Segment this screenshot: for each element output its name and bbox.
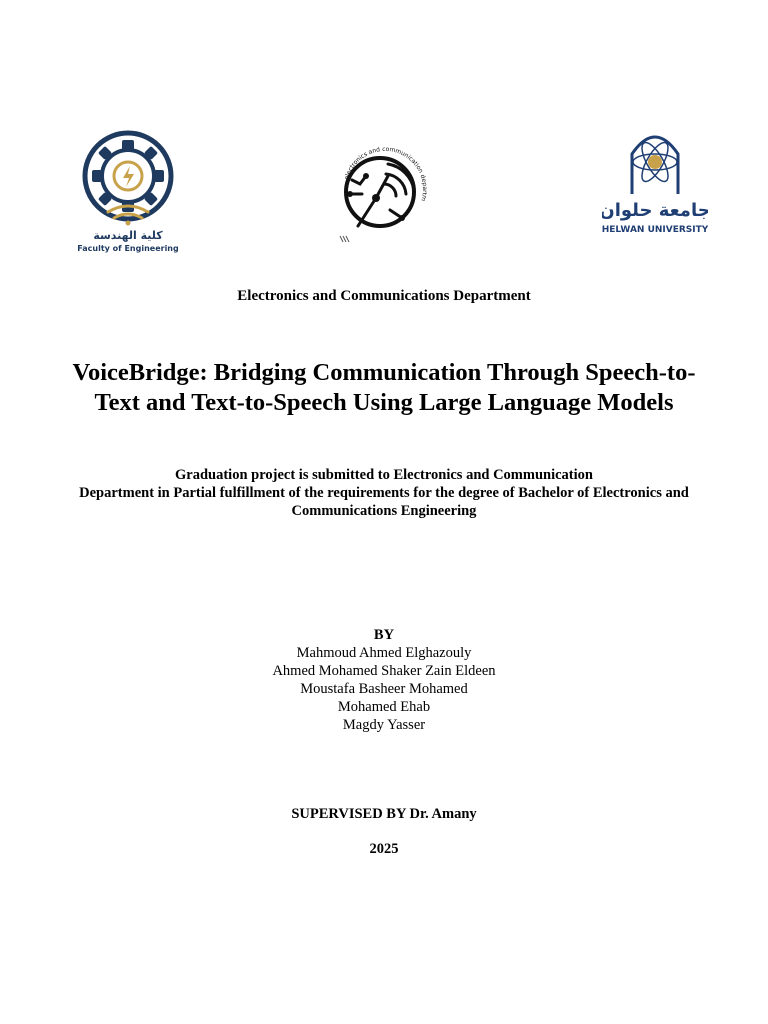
department-logo (330, 140, 436, 246)
submission-statement (50, 466, 718, 520)
university-logo-english-text: HELWAN UNIVERSITY (602, 225, 708, 235)
year: 2025 (369, 841, 399, 857)
document-title: VoiceBridge: Bridging Communication Through Speech-to-Text and Text-to-Speech Using Large Language Models (72, 359, 696, 416)
author-name: Ahmed Mohamed Shaker Zain Eldeen (272, 663, 496, 679)
by-label: BY (373, 627, 395, 643)
supervisor-line: SUPERVISED BY Dr. Amany (291, 806, 477, 822)
department-name: Electronics and Communications Department (237, 288, 531, 304)
authors-block (0, 626, 768, 734)
faculty-of-engineering-logo (78, 126, 178, 254)
university-logo-arabic-text: جامعة حلوان (602, 200, 708, 221)
helwan-university-logo (602, 124, 708, 238)
author-name: Mohamed Ehab (337, 699, 431, 715)
faculty-logo-arabic-text: كلية الهندسة (93, 229, 163, 242)
author-name: Moustafa Basheer Mohamed (300, 681, 468, 697)
author-name: Magdy Yasser (342, 717, 426, 733)
submission-statement-line-2: Department in Partial fulfillment of the requirements for the degree of Bachelor of Electronics and Communications Engineering (79, 485, 689, 519)
author-name: Mahmoud Ahmed Elghazouly (296, 645, 472, 661)
department-logo-ring-text: electronics and communication departm (343, 145, 429, 202)
faculty-logo-english-text: Faculty of Engineering (78, 244, 178, 253)
submission-statement-line-1: Graduation project is submitted to Electronics and Communication (175, 467, 593, 483)
